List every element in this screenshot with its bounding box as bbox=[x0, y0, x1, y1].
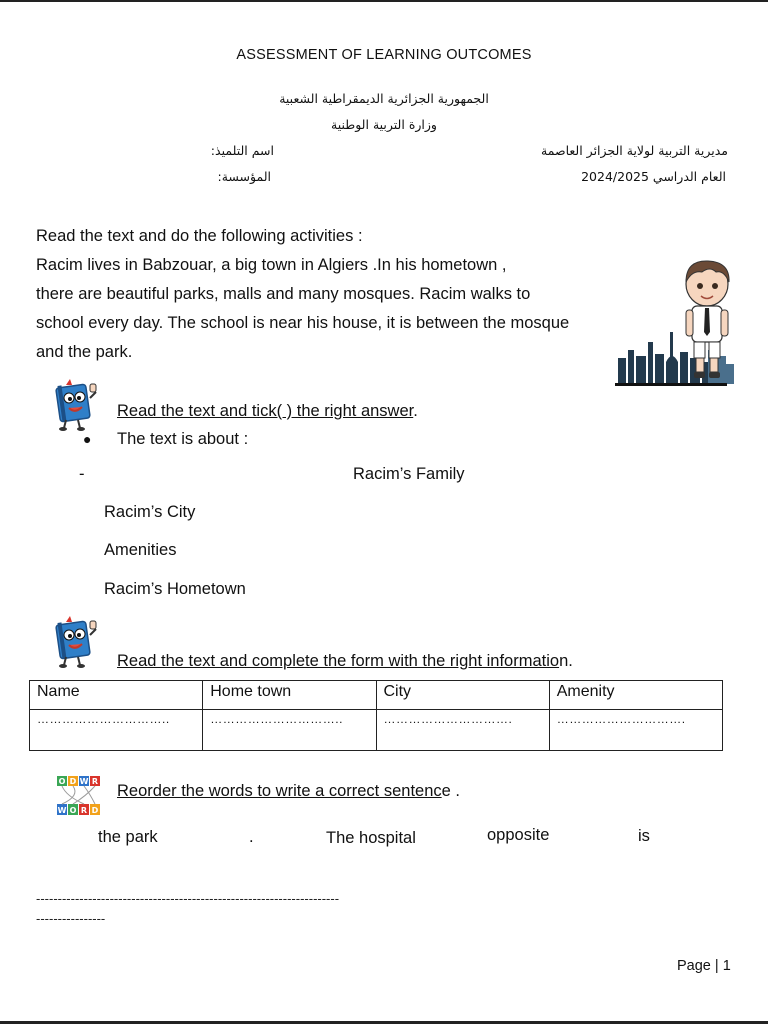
option-racims-family[interactable]: Racim’s Family bbox=[353, 465, 465, 483]
ministry-line: وزارة التربية الوطنية bbox=[331, 117, 437, 132]
word-opposite[interactable]: opposite bbox=[487, 826, 550, 844]
word-block-letter: D bbox=[91, 806, 99, 815]
activity2-instruction: Read the text and complete the form with the right information. bbox=[117, 652, 573, 670]
word-block-letter: W bbox=[57, 806, 67, 815]
info-form-table bbox=[29, 680, 723, 751]
header-city: City bbox=[376, 681, 549, 710]
book-mascot-icon bbox=[52, 376, 102, 432]
word-block-letter: D bbox=[69, 777, 77, 786]
city-blank[interactable]: …………………………. bbox=[376, 710, 549, 751]
table-row bbox=[30, 710, 723, 751]
word-the-hospital[interactable]: The hospital bbox=[326, 829, 416, 847]
word-is[interactable]: is bbox=[638, 827, 650, 845]
page-title: ASSESSMENT OF LEARNING OUTCOMES bbox=[236, 47, 532, 63]
word-block-letter: O bbox=[58, 777, 66, 786]
amenity-blank[interactable]: …………………………. bbox=[549, 710, 722, 751]
word-block-letter: W bbox=[79, 777, 89, 786]
bullet-icon: ● bbox=[83, 431, 92, 447]
word-period[interactable]: . bbox=[249, 828, 254, 846]
reading-instruction: Read the text and do the following activities : bbox=[36, 227, 363, 245]
page-top-border bbox=[0, 0, 768, 2]
republic-line: الجمهورية الجزائرية الديمقراطية الشعبية bbox=[279, 91, 489, 106]
option-amenities[interactable]: Amenities bbox=[104, 541, 177, 559]
option-dash: - bbox=[79, 465, 85, 483]
institution-label: المؤسسة: bbox=[217, 169, 271, 184]
student-name-label: اسم التلميذ: bbox=[210, 143, 274, 158]
option-racims-hometown[interactable]: Racim’s Hometown bbox=[104, 580, 246, 598]
word-blocks-icon bbox=[56, 774, 102, 818]
directorate-line: مديرية التربية لولاية الجزائر العاصمة bbox=[541, 143, 728, 158]
answer-line-2[interactable]: ---------------- bbox=[36, 911, 106, 926]
header-amenity: Amenity bbox=[549, 681, 722, 710]
reading-line-3: school every day. The school is near his house, it is between the mosque bbox=[36, 314, 570, 332]
book-mascot-icon bbox=[52, 613, 102, 669]
activity1-instruction: Read the text and tick( ) the right answer. bbox=[117, 402, 418, 420]
activity3-instruction: Reorder the words to write a correct sentence . bbox=[117, 782, 461, 800]
header-home-town: Home town bbox=[203, 681, 376, 710]
answer-line-1[interactable]: ---------------------------------------------------------------------- bbox=[36, 891, 340, 906]
word-the-park[interactable]: the park bbox=[98, 828, 158, 846]
reading-line-2: there are beautiful parks, malls and many mosques. Racim walks to bbox=[36, 285, 531, 303]
word-block-letter: R bbox=[91, 777, 99, 786]
table-header-row bbox=[30, 681, 723, 710]
reading-line-1: Racim lives in Babzouar, a big town in Algiers .In his hometown , bbox=[36, 256, 507, 274]
word-block-letter: O bbox=[69, 806, 77, 815]
header-name: Name bbox=[30, 681, 203, 710]
option-racims-city[interactable]: Racim’s City bbox=[104, 503, 196, 521]
page-number: Page | 1 bbox=[677, 958, 731, 974]
word-block-letter: R bbox=[80, 806, 88, 815]
boy-city-illustration bbox=[612, 258, 752, 390]
school-year: العام الدراسي 2024/2025 bbox=[581, 169, 726, 184]
reading-line-4: and the park. bbox=[36, 343, 133, 361]
name-blank[interactable]: ………………………….. bbox=[30, 710, 203, 751]
activity1-question: The text is about : bbox=[117, 430, 249, 448]
home-town-blank[interactable]: ………………………….. bbox=[203, 710, 376, 751]
